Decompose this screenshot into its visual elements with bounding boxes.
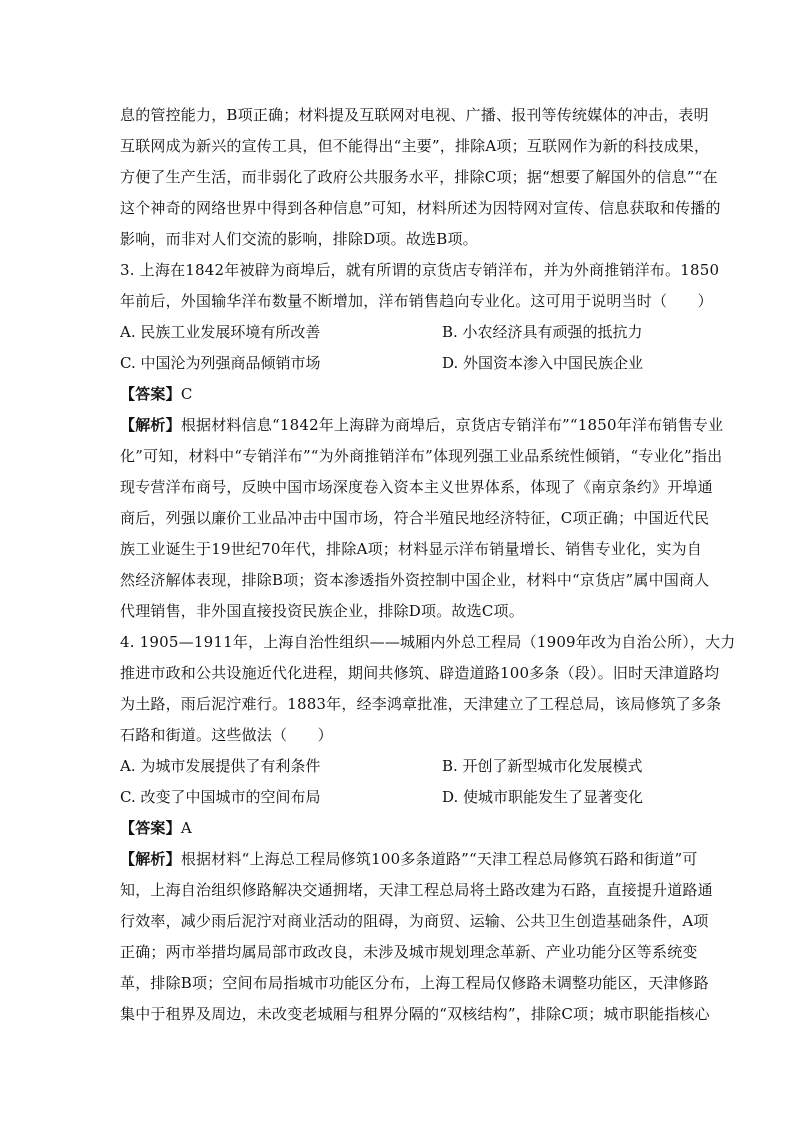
analysis-line: 代理销售，非外国直接投资民族企业，排除D项。故选C项。 [120,602,524,620]
analysis-text: 根据材料信息“1842年上海辟为商埠后，京货店专销洋布”“1850年洋布销售专业 [180,416,724,434]
analysis-label: 【解析】 [120,416,181,434]
analysis-line: 集中于租界及周边，未改变老城厢与租界分隔的“双核结构”，排除C项；城市职能指核心 [120,1005,710,1023]
text-line: 方便了生产生活，而非弱化了政府公共服务水平，排除C项；据“想要了解国外的信息”“在 [120,168,718,186]
answer-value: A [180,819,192,837]
analysis-line: 现专营洋布商号，反映中国市场深度卷入资本主义世界体系，体现了《南京条约》开埠通 [120,478,713,496]
option-d: D. 外国资本渗入中国民族企业 [442,354,644,372]
page-content [120,100,736,1030]
option-d: D. 使城市职能发生了显著变化 [442,788,644,806]
option-row [120,348,680,379]
analysis-line: 知，上海自治组织修路解决交通拥堵，天津工程总局将土路改建为石路，直接提升道路通 [120,881,713,899]
analysis-label: 【解析】 [120,850,181,868]
question-stem-line: 3. 上海在1842年被辟为商埠后，就有所谓的京货店专销洋布，并为外商推销洋布。1850 [120,261,720,279]
question-stem-line: 推进市政和公共设施近代化进程，期间共修筑、辟造道路100多条（段）。旧时天津道路均 [120,664,720,682]
answer-line [120,813,680,844]
question-stem-line: 年前后，外国输华洋布数量不断增加，洋布销售趋向专业化。这可用于说明当时（ ） [120,292,713,310]
analysis-line: 商后，列强以廉价工业品冲击中国市场，符合半殖民地经济特征，C项正确；中国近代民 [120,509,710,527]
text-line: 互联网成为新兴的宣传工具，但不能得出“主要”，排除A项；互联网作为新的科技成果， [120,137,710,155]
answer-label: 【答案】 [120,819,181,837]
text-line: 影响，而非对人们交流的影响，排除D项。故选B项。 [120,230,478,248]
analysis-line [120,844,698,875]
analysis-line: 行效率，减少雨后泥泞对商业活动的阻碍，为商贸、运输、公共卫生创造基础条件，A项 [120,912,709,930]
question-stem-line: 石路和街道。这些做法（ ） [120,726,333,744]
text-line: 这个神奇的网络世界中得到各种信息”可知，材料所述为因特网对宣传、信息获取和传播的 [120,199,721,217]
option-row [120,782,680,813]
option-row [120,751,680,782]
answer-line [120,379,680,410]
option-a: A. 民族工业发展环境有所改善 [120,323,321,341]
analysis-line: 族工业诞生于19世纪70年代，排除A项；材料显示洋布销量增长、销售专业化，实为自 [120,540,703,558]
option-b: B. 开创了新型城市化发展模式 [442,757,643,775]
analysis-text: 根据材料“上海总工程局修筑100多条道路”“天津工程总局修筑石路和街道”可 [180,850,698,868]
question-stem-line: 为土路，雨后泥泞难行。1883年，经李鸿章批准，天津建立了工程总局，该局修筑了多条 [120,695,722,713]
intro-analysis [120,100,721,255]
answer-value: C [180,385,193,403]
analysis-line [120,410,724,441]
option-b: B. 小农经济具有顽强的抵抗力 [442,323,643,341]
question-3 [120,255,724,627]
analysis-line: 革，排除B项；空间布局指城市功能区分布，上海工程局仅修路未调整功能区，天津修路 [120,974,709,992]
analysis-line: 正确；两市举措均属局部市政改良，未涉及城市规划理念革新、产业功能分区等系统变 [120,943,698,961]
analysis-line: 然经济解体表现，排除B项；资本渗透指外资控制中国企业，材料中“京货店”属中国商人 [120,571,710,589]
text-line: 息的管控能力，B项正确；材料提及互联网对电视、广播、报刊等传统媒体的冲击，表明 [120,106,709,124]
option-c: C. 改变了中国城市的空间布局 [120,788,321,806]
question-4 [120,627,736,1030]
question-stem-line: 4. 1905—1911年，上海自治性组织——城厢内外总工程局（1909年改为自治公所），大力 [120,633,736,651]
answer-label: 【答案】 [120,385,181,403]
option-a: A. 为城市发展提供了有利条件 [120,757,321,775]
analysis-line: 化”可知，材料中“专销洋布”“为外商推销洋布”体现列强工业品系统性倾销，“专业化”指出 [120,447,723,465]
option-row [120,317,680,348]
option-c: C. 中国沦为列强商品倾销市场 [120,354,321,372]
